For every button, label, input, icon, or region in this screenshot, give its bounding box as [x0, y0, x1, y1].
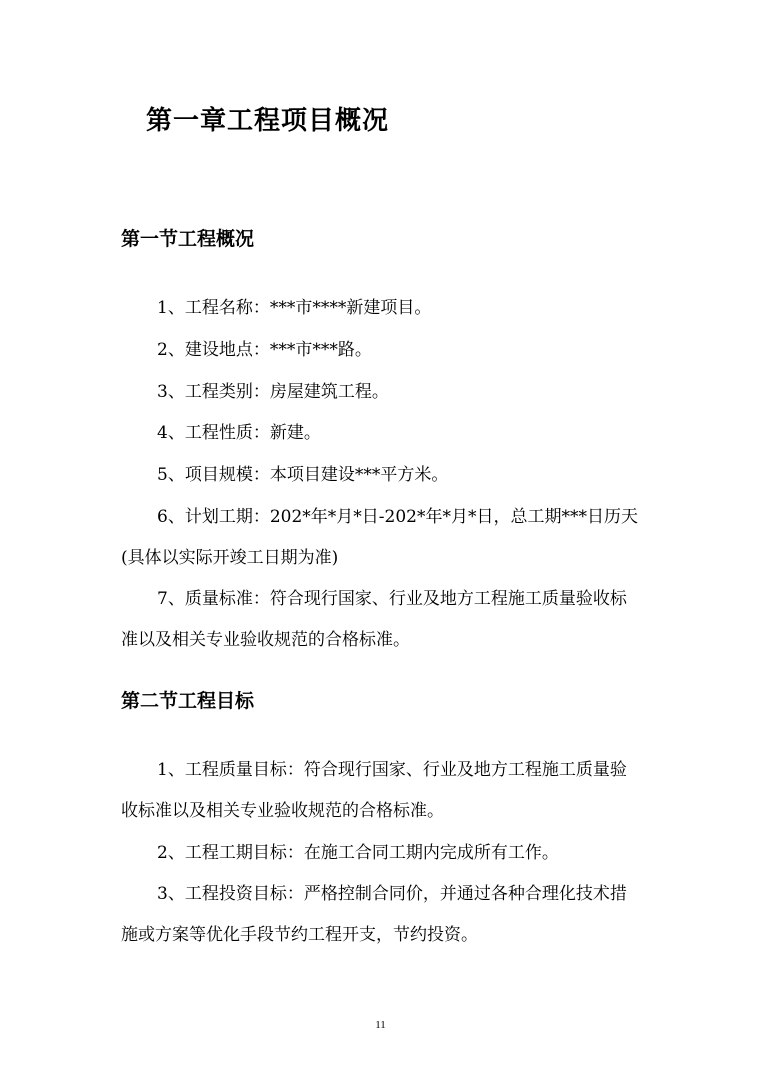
goal-item-investment: 3、工程投资目标：严格控制合同价，并通过各种合理化技术措施或方案等优化手段节约工程开支，节约投资。 [121, 884, 627, 945]
goal-item-quality: 1、工程质量目标：符合现行国家、行业及地方工程施工质量验收标准以及相关专业验收规范的合格标准。 [121, 760, 627, 821]
page-number: 11 [375, 1019, 386, 1031]
overview-item-scale: 5、项目规模：本项目建设***平方米。 [157, 465, 449, 485]
section-title-goals: 第二节工程目标 [121, 690, 255, 712]
overview-item-nature: 4、工程性质：新建。 [157, 423, 321, 443]
section-title-overview: 第一节工程概况 [121, 228, 255, 250]
overview-item-quality-standard: 7、质量标准：符合现行国家、行业及地方工程施工质量验收标准以及相关专业验收规范的合格标准。 [121, 589, 627, 650]
goal-item-schedule: 2、工程工期目标：在施工合同工期内完成所有工作。 [157, 843, 559, 863]
overview-item-project-name: 1、工程名称：***市****新建项目。 [157, 298, 432, 318]
chapter-title: 第一章工程项目概况 [146, 106, 390, 136]
overview-item-category: 3、工程类别：房屋建筑工程。 [157, 382, 389, 402]
overview-item-location: 2、建设地点：***市***路。 [157, 340, 372, 360]
overview-item-schedule: 6、计划工期：202*年*月*日-202*年*月*日，总工期***日历天(具体以实际开竣工日期为准) [121, 507, 638, 568]
